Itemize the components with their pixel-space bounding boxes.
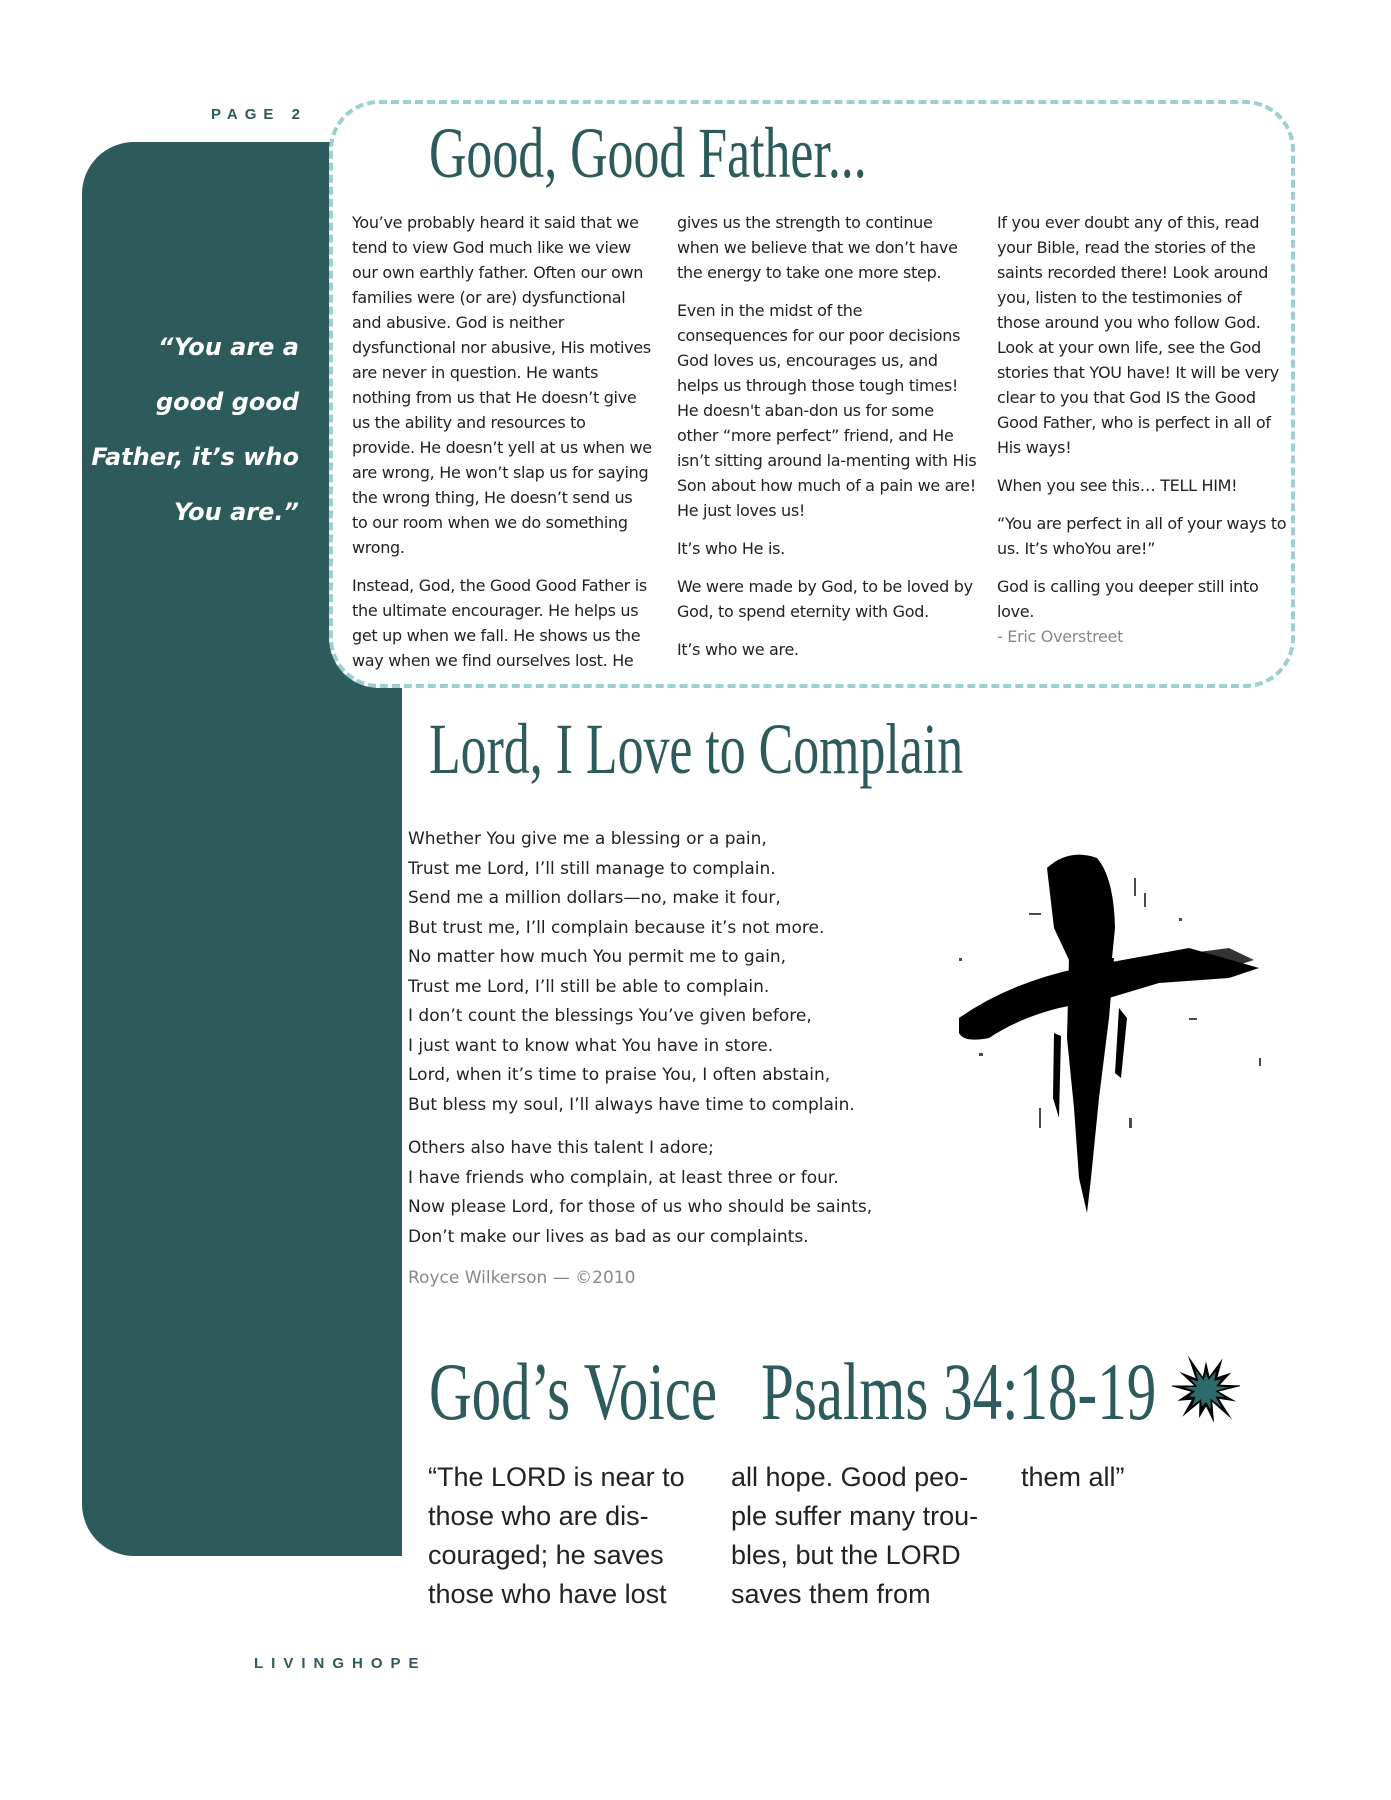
- poem-line: I don’t count the blessings You’ve given before,: [408, 1006, 812, 1026]
- paragraph: If you ever doubt any of this, read your Bible, read the stories of the saints recorded there! Look around you, listen to the testimonies of those around you who follow God. Look at your own life, see the God stories that YOU have! It will be very clear to you that God IS the Good Good Father, who is perfect in all of His ways!: [997, 213, 1279, 457]
- starburst-icon: [1172, 1355, 1240, 1425]
- poem-line: I have friends who complain, at least three or four.: [408, 1167, 839, 1188]
- section-title-psalms: Psalms 34:18-19: [761, 1346, 1157, 1437]
- verse-column-2: [731, 1458, 978, 1614]
- pull-quote: [59, 320, 299, 540]
- author-signature: - Eric Overstreet: [997, 627, 1124, 646]
- paragraph: It’s who He is.: [677, 539, 785, 558]
- poem-line: Now please Lord, for those of us who should be saints,: [408, 1197, 873, 1217]
- verse-line: those who have lost: [428, 1579, 667, 1609]
- page-number: PAGE 2: [211, 106, 307, 123]
- verse-line: ple suffer many trou-: [731, 1501, 979, 1531]
- newsletter-name: LIVINGHOPE: [254, 1655, 427, 1672]
- paragraph: God is calling you deeper still into love.: [997, 577, 1259, 621]
- verse-line: bles, but the LORD: [731, 1540, 961, 1570]
- article-column-3: [997, 210, 1287, 649]
- verse-line: those who are dis-: [428, 1501, 649, 1531]
- poem-title: Lord, I Love to Complain: [429, 709, 964, 789]
- poem-line: Others also have this talent I adore;: [408, 1138, 714, 1158]
- article-column-1: [352, 210, 652, 686]
- verse-line: “The LORD is near to: [428, 1462, 685, 1492]
- paragraph: When you see this… TELL HIM!: [997, 476, 1238, 495]
- paragraph: “You are perfect in all of your ways to us. It’s whoYou are!”: [997, 514, 1287, 558]
- poem-line: Don’t make our lives as bad as our complaints.: [408, 1226, 809, 1247]
- poem-line: But bless my soul, I’ll always have time to complain.: [408, 1094, 855, 1115]
- paragraph: We were made by God, to be loved by God, to spend eternity with God.: [677, 577, 973, 621]
- section-title-gods-voice: God’s Voice: [429, 1346, 718, 1437]
- pull-quote-line: “You are a: [158, 333, 299, 361]
- pull-quote-line: Father, it’s who: [91, 443, 299, 471]
- pull-quote-line: You are.”: [173, 498, 299, 526]
- paragraph: Instead, God, the Good Good Father is the ultimate encourager. He helps us get up when we fall. He shows us the way when we find ourselves lost. He: [352, 576, 647, 670]
- paragraph: gives us the strength to continue when we believe that we don’t have the energy to take one more step.: [677, 213, 958, 282]
- poem-credit: Royce Wilkerson — ©2010: [408, 1268, 636, 1288]
- poem-stanza: [408, 1134, 872, 1252]
- article-title: Good, Good Father...: [429, 113, 867, 193]
- verse-line: saves them from: [731, 1579, 931, 1609]
- verse-line: them all”: [1021, 1462, 1125, 1492]
- poem-line: Send me a million dollars—no, make it four,: [408, 888, 781, 908]
- verse-column-3: [1021, 1458, 1125, 1497]
- poem-line: Trust me Lord, I’ll still be able to complain.: [408, 976, 770, 997]
- verse-line: couraged; he saves: [428, 1540, 664, 1570]
- poem-line: No matter how much You permit me to gain,: [408, 947, 787, 967]
- poem-line: Whether You give me a blessing or a pain,: [408, 829, 767, 849]
- verse-column-1: [428, 1458, 685, 1614]
- article-column-2: [677, 210, 977, 675]
- paragraph: Even in the midst of the consequences for our poor decisions God loves us, encourages us, and helps us through those tough times! He doesn't aban-don us for some other “more perfect” friend, and He isn’t sitting around la-menting with His Son about how much of a pain we are! He just loves us!: [677, 301, 977, 520]
- poem-stanza: [408, 825, 872, 1120]
- pull-quote-line: good good: [155, 388, 299, 416]
- poem-line: I just want to know what You have in store.: [408, 1035, 774, 1056]
- paragraph: It’s who we are.: [677, 640, 799, 659]
- paragraph: You’ve probably heard it said that we tend to view God much like we view our own earthly father. Often our own families were (or are) dysfunctional and abusive. God is neither dysfunctional nor abusive, His motives are never in question. He wants nothing from us that He doesn’t give us the ability and resources to provide. He doesn’t yell at us when we are wrong, He won’t slap us for saying the wrong thing, He doesn’t send us to our room when we do something wrong.: [352, 213, 652, 557]
- poem-line: Trust me Lord, I’ll still manage to complain.: [408, 858, 776, 879]
- poem-line: But trust me, I’ll complain because it’s not more.: [408, 917, 825, 938]
- poem-line: Lord, when it’s time to praise You, I often abstain,: [408, 1065, 831, 1085]
- cross-icon: [929, 818, 1269, 1223]
- verse-line: all hope. Good peo-: [731, 1462, 969, 1492]
- poem: [408, 825, 872, 1294]
